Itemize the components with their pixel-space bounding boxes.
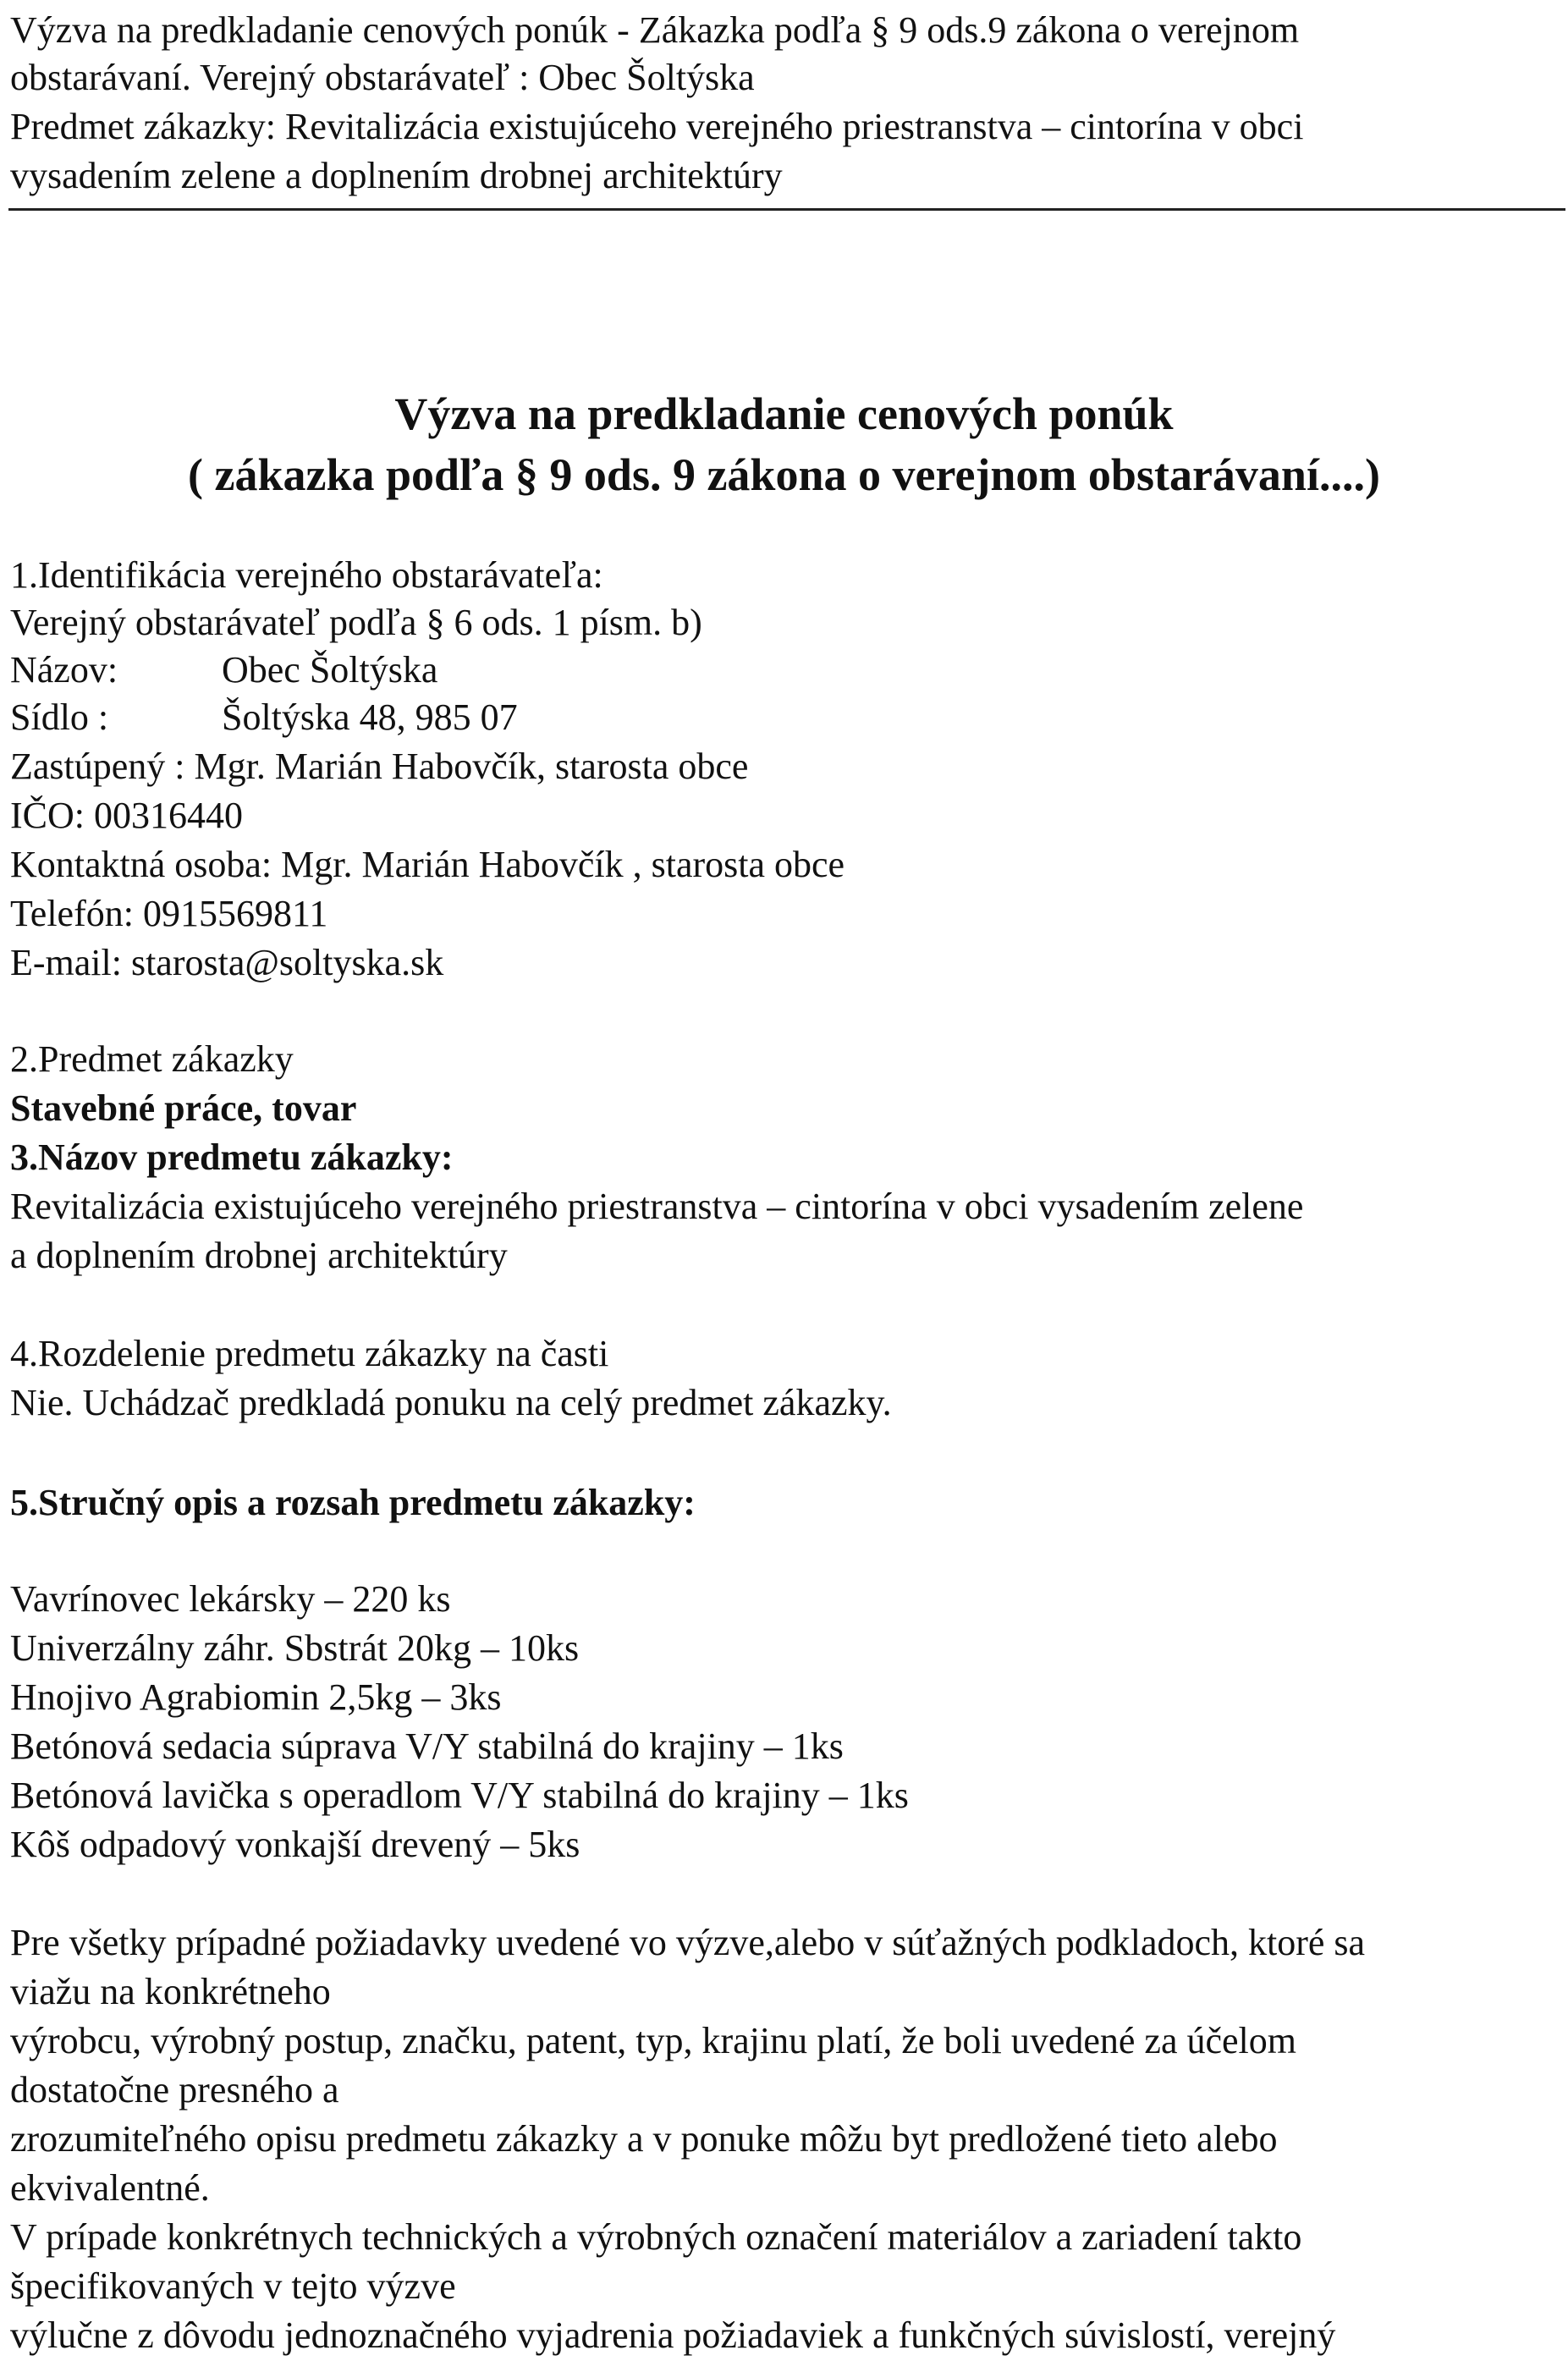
email: E-mail: starosta@soltyska.sk xyxy=(10,942,444,983)
phone: Telefón: 0915569811 xyxy=(10,893,328,934)
represented-by: Zastúpený : Mgr. Marián Habovčík, starosta obce xyxy=(10,746,749,787)
document-title: Výzva na predkladanie cenových ponúk xyxy=(394,388,1174,439)
section-3-line-2: a doplnením drobnej architektúry xyxy=(10,1235,508,1276)
paragraph-line: viažu na konkrétneho xyxy=(10,1971,331,2012)
list-item: Univerzálny záhr. Sbstrát 20kg – 10ks xyxy=(10,1627,580,1669)
paragraph-line: výlučne z dôvodu jednoznačného vyjadrenia požiadaviek a funkčných súvislostí, verejný xyxy=(10,2314,1336,2356)
ico: IČO: 00316440 xyxy=(10,795,243,836)
paragraph-line: Pre všetky prípadné požiadavky uvedené vo výzve,alebo v súťažných podkladoch, ktoré sa xyxy=(10,1922,1366,1963)
paragraph-line: špecifikovaných v tejto výzve xyxy=(10,2265,456,2307)
contact-person: Kontaktná osoba: Mgr. Marián Habovčík , starosta obce xyxy=(10,844,845,885)
seat-label: Sídlo : xyxy=(10,696,109,738)
header-line-2: obstarávaní. Verejný obstarávateľ : Obec Šoltýska xyxy=(10,57,755,98)
list-item: Hnojivo Agrabiomin 2,5kg – 3ks xyxy=(10,1676,502,1718)
document-subtitle: ( zákazka podľa § 9 ods. 9 zákona o verejnom obstarávaní....) xyxy=(188,449,1380,500)
section-4-heading: 4.Rozdelenie predmetu zákazky na časti xyxy=(10,1333,609,1374)
section-1-heading: 1.Identifikácia verejného obstarávateľa: xyxy=(10,554,603,596)
paragraph-line: V prípade konkrétnych technických a výrobných označení materiálov a zariadení takto xyxy=(10,2216,1302,2258)
header-line-4: vysadením zelene a doplnením drobnej architektúry xyxy=(10,155,783,196)
list-item: Betónová lavička s operadlom V/Y stabilná do krajiny – 1ks xyxy=(10,1775,909,1816)
name-value: Obec Šoltýska xyxy=(222,649,438,691)
name-label: Názov: xyxy=(10,649,118,691)
seat-value: Šoltýska 48, 985 07 xyxy=(222,696,518,738)
section-3-line-1: Revitalizácia existujúceho verejného priestranstva – cintorína v obci vysadením zelene xyxy=(10,1186,1304,1227)
list-item: Kôš odpadový vonkajší drevený – 5ks xyxy=(10,1824,580,1865)
header-line-3: Predmet zákazky: Revitalizácia existujúceho verejného priestranstva – cintorína v obci xyxy=(10,106,1304,147)
header-divider xyxy=(8,208,1565,211)
section-3-heading: 3.Názov predmetu zákazky: xyxy=(10,1136,454,1178)
header-line-1: Výzva na predkladanie cenových ponúk - Zákazka podľa § 9 ods.9 zákona o verejnom xyxy=(10,9,1300,51)
section-2-heading: 2.Predmet zákazky xyxy=(10,1038,294,1080)
paragraph-line: ekvivalentné. xyxy=(10,2167,210,2209)
paragraph-line: dostatočne presného a xyxy=(10,2069,339,2111)
list-item: Betónová sedacia súprava V/Y stabilná do krajiny – 1ks xyxy=(10,1725,844,1767)
section-5-heading: 5.Stručný opis a rozsah predmetu zákazky: xyxy=(10,1482,696,1523)
section-4-value: Nie. Uchádzač predkladá ponuku na celý predmet zákazky. xyxy=(10,1382,892,1423)
section-2-value: Stavebné práce, tovar xyxy=(10,1087,357,1129)
list-item: Vavrínovec lekársky – 220 ks xyxy=(10,1578,451,1620)
legal-basis: Verejný obstarávateľ podľa § 6 ods. 1 písm. b) xyxy=(10,602,702,643)
paragraph-line: výrobcu, výrobný postup, značku, patent, typ, krajinu platí, že boli uvedené za účelom xyxy=(10,2020,1296,2061)
paragraph-line: zrozumiteľného opisu predmetu zákazky a v ponuke môžu byt predložené tieto alebo xyxy=(10,2118,1278,2160)
